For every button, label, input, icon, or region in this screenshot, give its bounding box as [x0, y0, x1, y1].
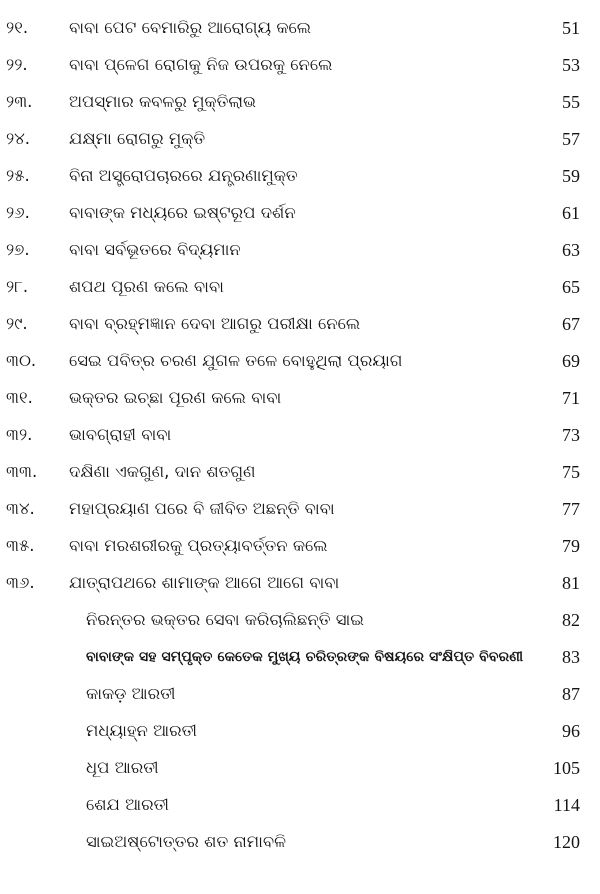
toc-appendix-entry — [0, 720, 600, 757]
appendix-title: ସାଇଅଷ୍ଟୋତ୍ତର ଶତ ନାମାବଳି — [86, 832, 287, 851]
page-number: 79 — [562, 536, 580, 556]
page-number: 51 — [562, 18, 580, 38]
chapter-number: ୩୦. — [6, 351, 37, 370]
chapter-number: ୨୮. — [6, 277, 29, 296]
page-number: 77 — [562, 499, 580, 519]
toc-entry — [0, 387, 600, 424]
chapter-number: ୩୩. — [6, 462, 38, 481]
page-number: 65 — [562, 277, 580, 297]
toc-appendix-entry — [0, 646, 600, 683]
toc-entry — [0, 498, 600, 535]
toc-appendix-entry — [0, 794, 600, 831]
page-number: 61 — [562, 203, 580, 223]
page-number: 59 — [562, 166, 580, 186]
table-of-contents — [0, 17, 600, 868]
toc-entry — [0, 239, 600, 276]
page-number: 63 — [562, 240, 580, 260]
chapter-number: ୩୪. — [6, 499, 35, 518]
page-number: 120 — [553, 832, 580, 852]
chapter-title: ବାବା ପ୍ଳେଗ ରୋଗକୁ ନିଜ ଉପରକୁ ନେଲେ — [69, 55, 333, 74]
chapter-title: ଶପଥ ପୂରଣ କଲେ ବାବା — [69, 277, 224, 296]
page-number: 57 — [562, 129, 580, 149]
chapter-title: ଭକ୍ତର ଇଚ୍ଛା ପୂରଣ କଲେ ବାବା — [69, 388, 282, 407]
page-number: 69 — [562, 351, 580, 371]
toc-appendix-entry — [0, 757, 600, 794]
toc-entry — [0, 17, 600, 54]
page-number: 55 — [562, 92, 580, 112]
page-number: 71 — [562, 388, 580, 408]
page-number: 96 — [562, 721, 580, 741]
chapter-number: ୩୬. — [6, 573, 35, 592]
chapter-number: ୨୭. — [6, 240, 30, 259]
chapter-title: ବାବାଙ୍କ ମଧ୍ୟରେ ଇଷ୍ଟରୂପ ଦର୍ଶନ — [69, 203, 296, 222]
toc-entry — [0, 424, 600, 461]
page-number: 81 — [562, 573, 580, 593]
page-number: 82 — [562, 610, 580, 630]
chapter-number: ୨୧. — [6, 18, 29, 37]
toc-appendix-entry — [0, 609, 600, 646]
toc-entry — [0, 572, 600, 609]
appendix-title: କାକଡ଼ ଆରତୀ — [86, 684, 176, 703]
page-number: 67 — [562, 314, 580, 334]
chapter-title: ବାବା ବ୍ରହ୍ମଜ୍ଞାନ ଦେବା ଆଗରୁ ପରୀକ୍ଷା ନେଲେ — [69, 314, 361, 333]
page-number: 105 — [553, 758, 580, 778]
toc-entry — [0, 54, 600, 91]
chapter-title: ଅପସ୍ମାର କବଳରୁ ମୁକ୍ତିଲାଭ — [69, 92, 257, 111]
toc-list — [0, 17, 600, 868]
toc-entry — [0, 91, 600, 128]
page-number: 87 — [562, 684, 580, 704]
toc-appendix-entry — [0, 831, 600, 868]
toc-entry — [0, 276, 600, 313]
appendix-title: ବାବାଙ୍କ ସହ ସମ୍ପୃକ୍ତ କେତେକ ମୁଖ୍ୟ ଚରିତ୍ରଙ୍କ ବିଷୟରେ ସଂକ୍ଷିପ୍ତ ବିବରଣୀ — [86, 649, 524, 665]
chapter-number: ୨୨. — [6, 55, 28, 74]
chapter-title: ସେଇ ପବିତ୍ର ଚରଣ ଯୁଗଳ ତଳେ ବୋହୁଥିଲା ପ୍ରୟାଗ — [69, 351, 403, 370]
chapter-number: ୨୩. — [6, 92, 33, 111]
chapter-number: ୩୨. — [6, 425, 33, 444]
appendix-title: ମଧ୍ୟାହ୍ନ ଆରତୀ — [86, 721, 197, 740]
chapter-number: ୨୪. — [6, 129, 31, 148]
chapter-title: ଯାତ୍ରାପଥରେ ଶାମାଙ୍କ ଆଗେ ଆଗେ ବାବା — [69, 573, 340, 592]
chapter-title: ବାବା ପେଟ ବେମାରିରୁ ଆରୋଗ୍ୟ କଲେ — [69, 18, 312, 37]
chapter-number: ୨୯. — [6, 314, 28, 333]
chapter-title: ବାବା ସର୍ବଭୂତରେ ବିଦ୍ୟମାନ — [69, 240, 241, 259]
chapter-title: ଭାବଗ୍ରାହୀ ବାବା — [69, 425, 172, 444]
toc-entry — [0, 313, 600, 350]
chapter-number: ୨୫. — [6, 166, 30, 185]
toc-entry — [0, 535, 600, 572]
appendix-title: ନିରନ୍ତର ଭକ୍ତର ସେବା କରିଚାଲିଛନ୍ତି ସାଇ — [86, 610, 365, 629]
chapter-title: ବିନା ଅସ୍ତ୍ରୋପଚାରରେ ଯନ୍ତ୍ରଣାମୁକ୍ତ — [69, 166, 298, 185]
chapter-number: ୩୫. — [6, 536, 35, 555]
page-number: 53 — [562, 55, 580, 75]
chapter-title: ବାବା ମରଶରୀରକୁ ପ୍ରତ୍ୟାବର୍ତ୍ତନ କଲେ — [69, 536, 328, 555]
appendix-title: ଧୂପ ଆରତୀ — [86, 758, 159, 777]
toc-entry — [0, 350, 600, 387]
appendix-title: ଶେଯ ଆରତୀ — [86, 795, 169, 814]
toc-entry — [0, 165, 600, 202]
toc-entry — [0, 202, 600, 239]
page-number: 83 — [562, 647, 580, 667]
page-number: 73 — [562, 425, 580, 445]
page-number: 114 — [553, 795, 580, 815]
toc-appendix-entry — [0, 683, 600, 720]
toc-entry — [0, 461, 600, 498]
page-number: 75 — [562, 462, 580, 482]
chapter-title: ଦକ୍ଷିଣା ଏକଗୁଣ, ଦାନ ଶତଗୁଣ — [69, 462, 256, 481]
chapter-number: ୨୬. — [6, 203, 30, 222]
chapter-title: ଯକ୍ଷ୍ମା ରୋଗରୁ ମୁକ୍ତି — [69, 129, 206, 148]
chapter-number: ୩୧. — [6, 388, 33, 407]
toc-entry — [0, 128, 600, 165]
chapter-title: ମହାପ୍ରୟାଣ ପରେ ବି ଜୀବିତ ଅଛନ୍ତି ବାବା — [69, 499, 335, 518]
